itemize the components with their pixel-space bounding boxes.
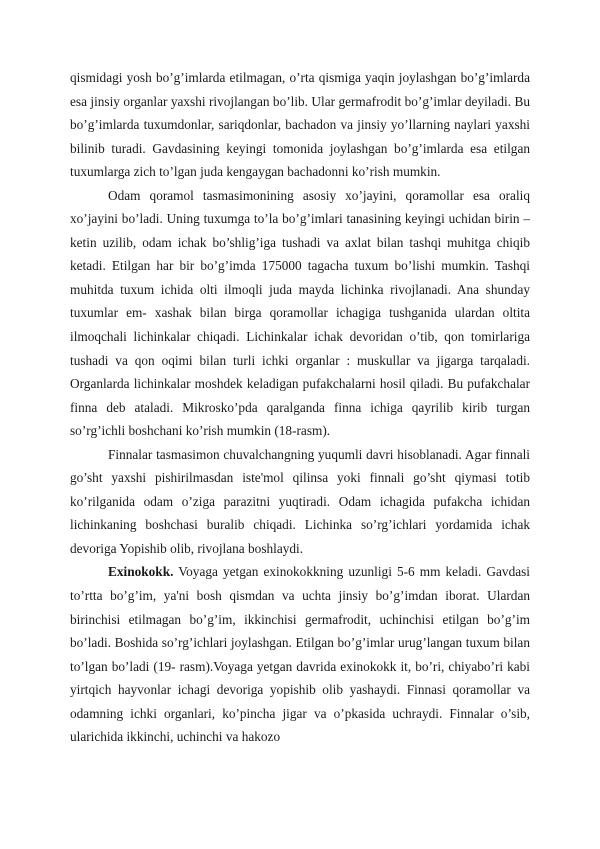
- paragraph-3-text: Finnalar tasmasimon chuvalchangning yuqumli davri hisoblanadi. Agar finnali go’sht yaxshi pishirilmasdan iste'mol qilinsa yoki finnali go’sht qiymasi totib ko’rilganida odam o’ziga parazitni yuqtiradi. Odam ichagida pufakcha ichidan lichinkaning boshchasi buralib chiqadi. Lichinka so’rg’ichlari yordamida ichak devoriga Yopishib olib, rivojlana boshlaydi.: [70, 446, 530, 556]
- paragraph-4: [70, 560, 530, 748]
- paragraph-2-text: Odam qoramol tasmasimonining asosiy xo’jayini, qoramollar esa oraliq xo’jayini bo’ladi. Uning tuxumga to’la bo’g’imlari tanasining keyingi uchidan birin – ketin uzilib, odam ichak bo’shlig’iga tushadi va axlat bilan tashqi muhitga chiqib ketadi. Etilgan har bir bo’g’imda 175000 tagacha tuxum bo’lishi mumkin. Tashqi muhitda tuxum ichida olti ilmoqli juda mayda lichinka rivojlanadi. Ana shunday tuxumlar em- xashak bilan birga qoramollar ichagiga tushganida ulardan oltita ilmoqchali lichinkalar chiqadi. Lichinkalar ichak devoridan o’tib, qon tomirlariga tushadi va qon oqimi bilan turli ichki organlar : muskullar va jigarga tarqaladi. Organlarda lichinkalar moshdek keladigan pufakchalarni hosil qiladi. Bu pufakchalar finna deb ataladi. Mikrosko’pda qaralganda finna ichiga qayrilib kirib turgan so’rg’ichli boshchani ko’rish mumkin (18-rasm).: [70, 187, 530, 439]
- paragraph-4-text: Voyaga yetgan exinokokkning uzunligi 5-6 mm keladi. Gavdasi to’rtta bo’g’im, ya'ni bosh qismdan va uchta jinsiy bo’g’imdan iborat. Ulardan birinchisi etilmagan bo’g’im, ikkinchisi germafrodit, uchinchisi etilgan bo’g’im bo’ladi. Boshida so’rg’ichlari joylashgan. Etilgan bo’g’imlar urug’langan tuxum bilan to’lgan bo’ladi (19- rasm).Voyaga yetgan davrida exinokokk it, bo’ri, chiyabo’ri kabi yirtqich hayvonlar ichagi devoriga yopishib olib yashaydi. Finnasi qoramollar va odamning ichki organlari, ko’pincha jigar va o’pkasida uchraydi. Finnalar o’sib, ularichida ikkinchi, uchinchi va hakozo: [70, 564, 530, 745]
- document-body: [70, 66, 530, 749]
- paragraph-1-text: qismidagi yosh bo’g’imlarda etilmagan, o’rta qismiga yaqin joylashgan bo’g’imlarda esa jinsiy organlar yaxshi rivojlangan bo’lib. Ular germafrodit bo’g’imlar deyiladi. Bu bo’g’imlarda tuxumdonlar, sariqdonlar, bachadon va jinsiy yo’llarning naylari yaxshi bilinib turadi. Gavdasining keyingi tomonida joylashgan bo’g’imlarda esa etilgan tuxumlarga zich to’lgan juda kengaygan bachadonni ko’rish mumkin.: [70, 70, 530, 180]
- paragraph-1: [70, 66, 530, 184]
- paragraph-3: [70, 443, 530, 561]
- paragraph-2: [70, 184, 530, 443]
- paragraph-4-heading: Exinokokk.: [108, 564, 174, 580]
